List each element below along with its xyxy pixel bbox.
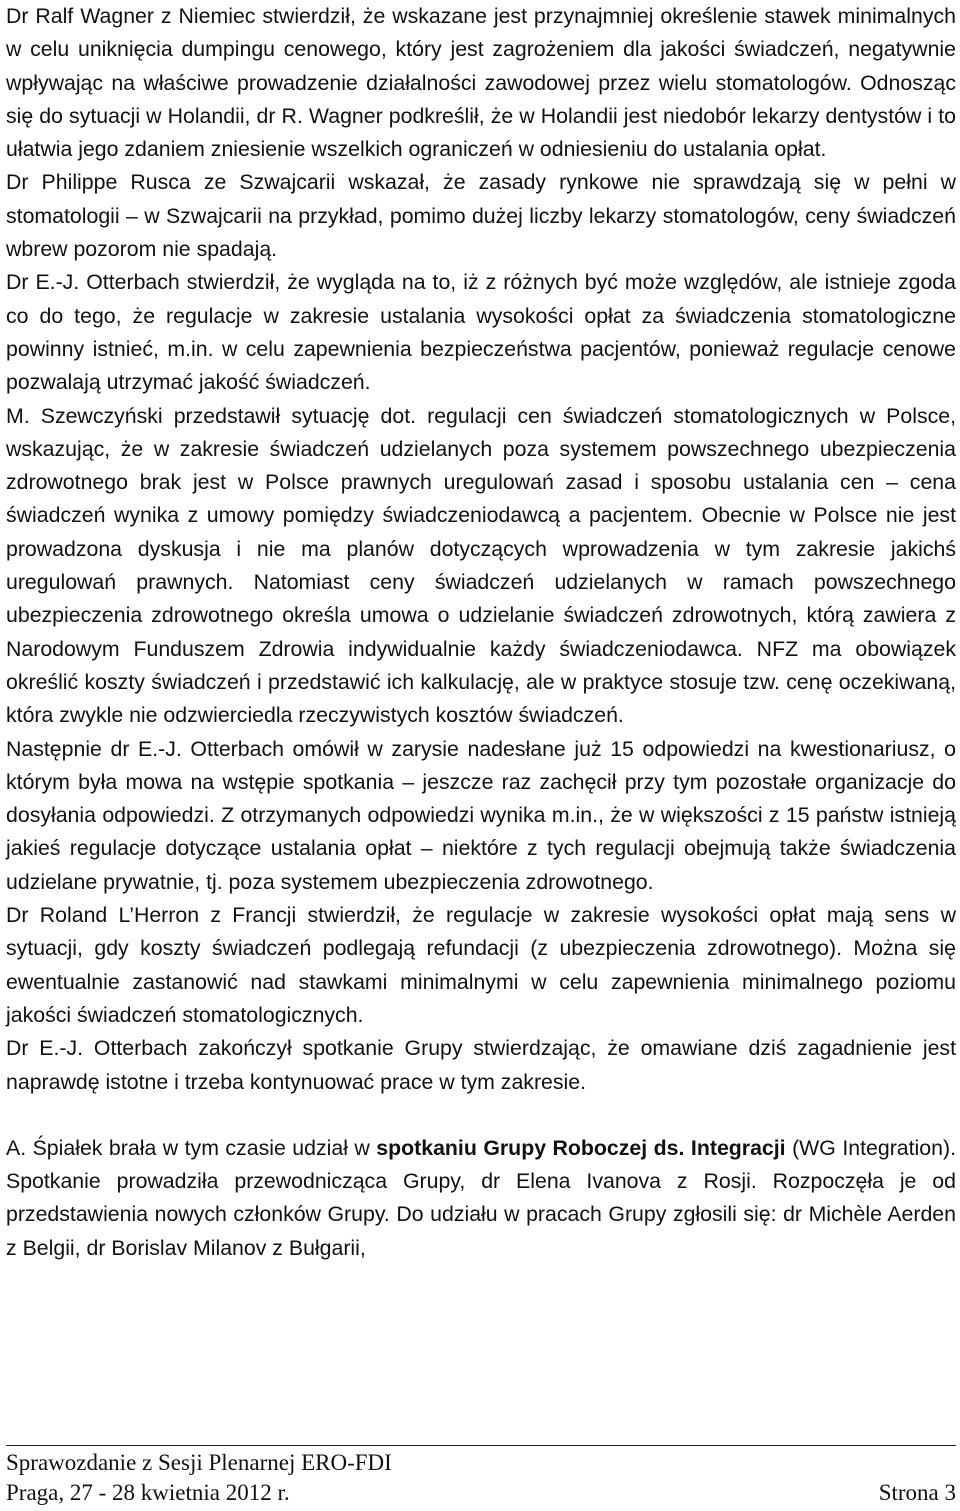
footer-date: Praga, 27 - 28 kwietnia 2012 r. [6,1480,290,1505]
page-footer [6,1448,956,1508]
paragraph-lherron: Dr Roland L’Herron z Francji stwierdził, że regulacje w zakresie wysokości opłat mają sens w sytuacji, gdy koszty świadczeń podlegają refundacji (z ubezpieczenia zdrowotnego). Można się ewentualnie zastanowić nad stawkami minimalnymi w celu zapewnienia minimalnego poziomu jakości świadczeń stomatologicznych. [6,903,956,1027]
paragraph-closing: Dr E.-J. Otterbach zakończył spotkanie Grupy stwierdzając, że omawiane dziś zagadnienie jest naprawdę istotne i trzeba kontynuować prace w tym zakresie. [6,1036,956,1094]
integration-text-rest: (WG Integration). Spotkanie prowadziła przewodnicząca Grupy, dr Elena Ivanova z Rosji. Rozpoczęła je od przedstawienia nowych członków Grupy. Do udziału w pracach Grupy zgłosili się: dr Michèle Aerden z Belgii, dr Borislav Milanov z Bułgarii, [6,1135,956,1260]
footer-report-title: Sprawozdanie z Sesji Plenarnej ERO-FDI [6,1450,392,1475]
document-body [6,0,956,1265]
integration-text-start: A. Śpiałek brała w tym czasie udział w [6,1135,377,1160]
paragraph-szewczynski: M. Szewczyński przedstawił sytuację dot. regulacji cen świadczeń stomatologicznych w Polsce, wskazując, że w zakresie świadczeń udzielanych poza systemem powszechnego ubezpieczenia zdrowotnego brak jest w Polsce prawnych uregulowań zasad i sposobu ustalania cen – cena świadczeń wynika z umowy pomiędzy świadczeniodawcą a pacjentem. Obecnie w Polsce nie jest prowadzona dyskusja i nie ma planów dotyczących wprowadzenia w tym zakresie jakichś uregulowań prawnych. Natomiast ceny świadczeń udzielanych w ramach powszechnego ubezpieczenia zdrowotnego określa umowa o udzielanie świadczeń zdrowotnych, którą zawiera z Narodowym Funduszem Zdrowia indywidualnie każdy świadczeniodawca. NFZ ma obowiązek określić koszty świadczeń i przedstawić ich kalkulację, ale w praktyce stosuje tzw. cenę oczekiwaną, która zwykle nie odzwierciedla rzeczywistych kosztów świadczeń. [6,403,956,728]
paragraph-rusca: Dr Philippe Rusca ze Szwajcarii wskazał, że zasady rynkowe nie sprawdzają się w pełni w stomatologii – w Szwajcarii na przykład, pomimo dużej liczby lekarzy stomatologów, ceny świadczeń wbrew pozorom nie spadają. [6,170,956,262]
footer-divider [6,1445,956,1446]
footer-date-page-line [6,1478,956,1508]
document-page [6,0,956,1265]
paragraph-integration-group [6,1132,956,1265]
footer-report-title-line [6,1448,956,1478]
footer-page-number: Strona 3 [878,1480,956,1505]
paragraph-otterbach-regulations: Dr E.-J. Otterbach stwierdził, że wygląda na to, iż z różnych być może względów, ale istnieje zgoda co do tego, że regulacje w zakresie ustalania wysokości opłat za świadczenia stomatologiczne powinny istnieć, m.in. w celu zapewnienia bezpieczeństwa pacjentów, ponieważ regulacje cenowe pozwalają utrzymać jakość świadczeń. [6,270,956,395]
paragraph-wagner: Dr Ralf Wagner z Niemiec stwierdził, że wskazane jest przynajmniej określenie stawek minimalnych w celu uniknięcia dumpingu cenowego, który jest zagrożeniem dla jakości świadczeń, negatywnie wpływając na właściwe prowadzenie działalności zawodowej przez wielu stomatologów. Odnosząc się do sytuacji w Holandii, dr R. Wagner podkreślił, że w Holandii jest niedobór lekarzy dentystów i to ułatwia jego zdaniem zniesienie wszelkich ograniczeń w odniesieniu do ustalania opłat. [6,4,956,162]
paragraph-questionnaire: Następnie dr E.-J. Otterbach omówił w zarysie nadesłane już 15 odpowiedzi na kwestionariusz, o którym była mowa na wstępie spotkania – jeszcze raz zachęcił przy tym pozostałe organizacje do dosyłania odpowiedzi. Z otrzymanych odpowiedzi wynika m.in., że w większości z 15 państw istnieją jakieś regulacje dotyczące ustalania opłat – niektóre z tych regulacji obejmują także świadczenia udzielane prywatnie, tj. poza systemem ubezpieczenia zdrowotnego. [6,736,956,894]
integration-meeting-bold: spotkaniu Grupy Roboczej ds. Integracji [376,1135,786,1160]
